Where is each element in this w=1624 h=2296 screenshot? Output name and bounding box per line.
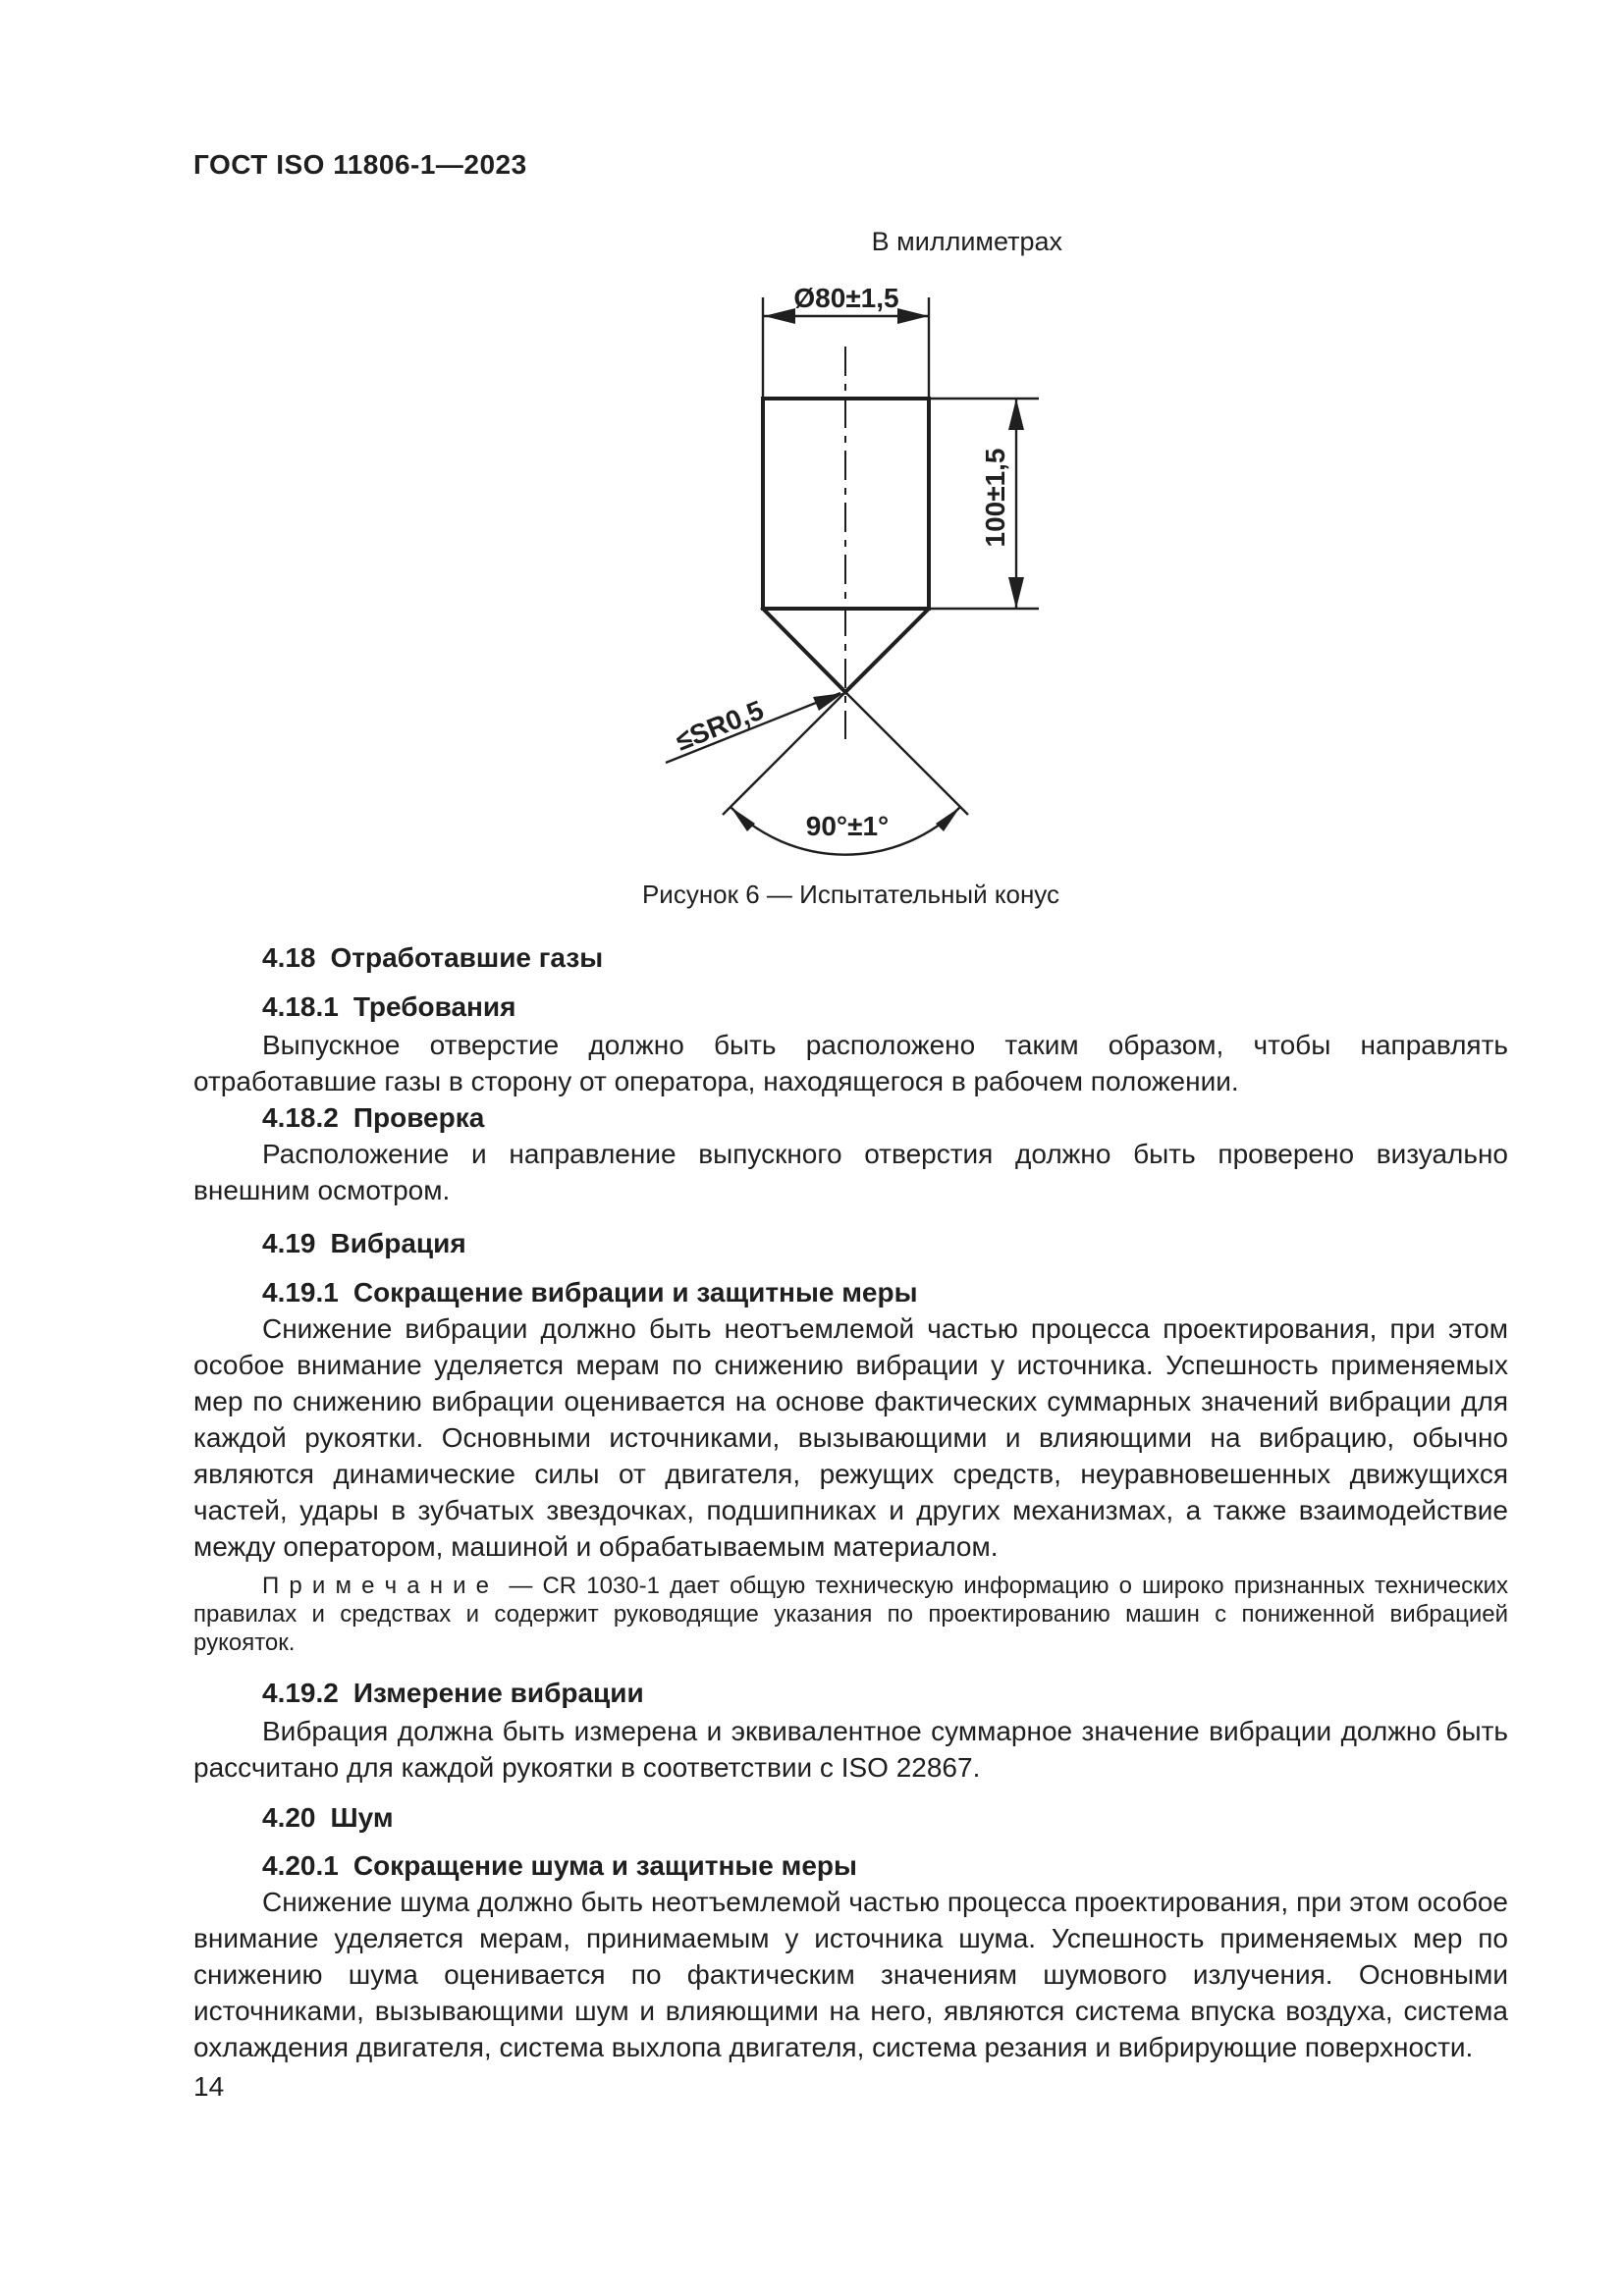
heading-title: Отработавшие газы — [330, 942, 604, 973]
heading-number: 4.18.2 — [262, 1102, 339, 1133]
section-heading-4.20 — [193, 1799, 1508, 1836]
paragraph: Вибрация должна быть измерена и эквивалентное суммарное значение вибрации должно быть рассчитано для каждой рукоятки в соответствии с ISO 22867. — [193, 1716, 1508, 1783]
note-text: — CR 1030-1 дает общую техническую информацию о широко признанных технических правилах и средствах и содержит руководящие указания по проектированию машин с пониженной вибрацией рукояток. — [193, 1573, 1508, 1656]
test-cone-drawing — [550, 265, 1100, 893]
heading-title: Требования — [352, 991, 516, 1022]
heading-title: Сокращение вибрации и защитные меры — [352, 1277, 918, 1308]
section-heading-4.19.1 — [193, 1274, 1508, 1310]
document-standard-number: ГОСТ ISO 11806-1—2023 — [193, 149, 527, 180]
heading-number: 4.18 — [262, 942, 316, 973]
page-number: 14 — [193, 2071, 225, 2102]
height-dimension-label: 100±1,5 — [980, 448, 1010, 548]
paragraph: Расположение и направление выпускного отверстия должно быть проверено визуально внешним осмотром. — [193, 1139, 1508, 1205]
dimension-arrowheads — [731, 308, 1024, 831]
figure-caption: Рисунок 6 — Испытательный конус — [641, 880, 1060, 909]
note-label: П р и м е ч а н и е — [262, 1573, 490, 1599]
content-column — [193, 939, 1508, 2065]
note-paragraph — [193, 1572, 1508, 1657]
angle-dimension-label: 90°±1° — [805, 811, 890, 841]
section-heading-4.19.2 — [193, 1675, 1508, 1711]
section-heading-4.18.2 — [193, 1099, 1508, 1136]
diameter-dimension-label: Ø80±1,5 — [793, 283, 899, 313]
heading-title: Шум — [330, 1802, 394, 1833]
section-heading-4.18 — [193, 939, 1508, 976]
section-heading-4.18.1 — [193, 988, 1508, 1025]
section-heading-4.20.1 — [193, 1847, 1508, 1884]
paragraph: Снижение шума должно быть неотъемлемой частью процесса проектирования, при этом особое внимание уделяется мерам, принимаемым у источника шума. Успешность применяемых мер по снижению шума оценивается по фактическим значениям шумового излучения. Основными источниками, вызывающими шум и влияющими на него, являются система впуска воздуха, система охлаждения двигателя, система выхлопа двигателя, система резания и вибрирующие поверхности. — [193, 1887, 1508, 2062]
figure-test-cone — [550, 265, 1100, 893]
heading-number: 4.19 — [262, 1228, 316, 1258]
heading-number: 4.20 — [262, 1802, 316, 1833]
extension-lines — [666, 297, 1039, 855]
paragraph: Снижение вибрации должно быть неотъемлемой частью процесса проектирования, при этом особое внимание уделяется мерам по снижению вибрации у источника. Успешность применяемых мер по снижению вибрации оценивается на основе фактических суммарных значений вибрации для каждой рукоятки. Основными источниками, вызывающими и влияющими на вибрацию, обычно являются динамические силы от двигателя, режущих средств, неуравновешенных движущихся частей, удары в зубчатых звездочках, подшипниках и других механизмах, а также взаимодействие между оператором, машиной и обрабатываемым материалом. — [193, 1313, 1508, 1562]
heading-title: Измерение вибрации — [352, 1678, 644, 1708]
heading-number: 4.19.2 — [262, 1678, 339, 1708]
heading-number: 4.18.1 — [262, 991, 339, 1022]
heading-number: 4.19.1 — [262, 1277, 339, 1308]
figure-units-note: В миллиметрах — [871, 227, 1062, 256]
heading-title: Вибрация — [330, 1228, 466, 1258]
tip-radius-label: ≤SR0,5 — [671, 694, 768, 757]
heading-title: Проверка — [352, 1102, 485, 1133]
heading-title: Сокращение шума и защитные меры — [352, 1850, 857, 1881]
section-heading-4.19 — [193, 1225, 1508, 1261]
paragraph: Выпускное отверстие должно быть расположено таким образом, чтобы направлять отработавшие газы в сторону от оператора, находящегося в рабочем положении. — [193, 1030, 1508, 1096]
heading-number: 4.20.1 — [262, 1850, 339, 1881]
